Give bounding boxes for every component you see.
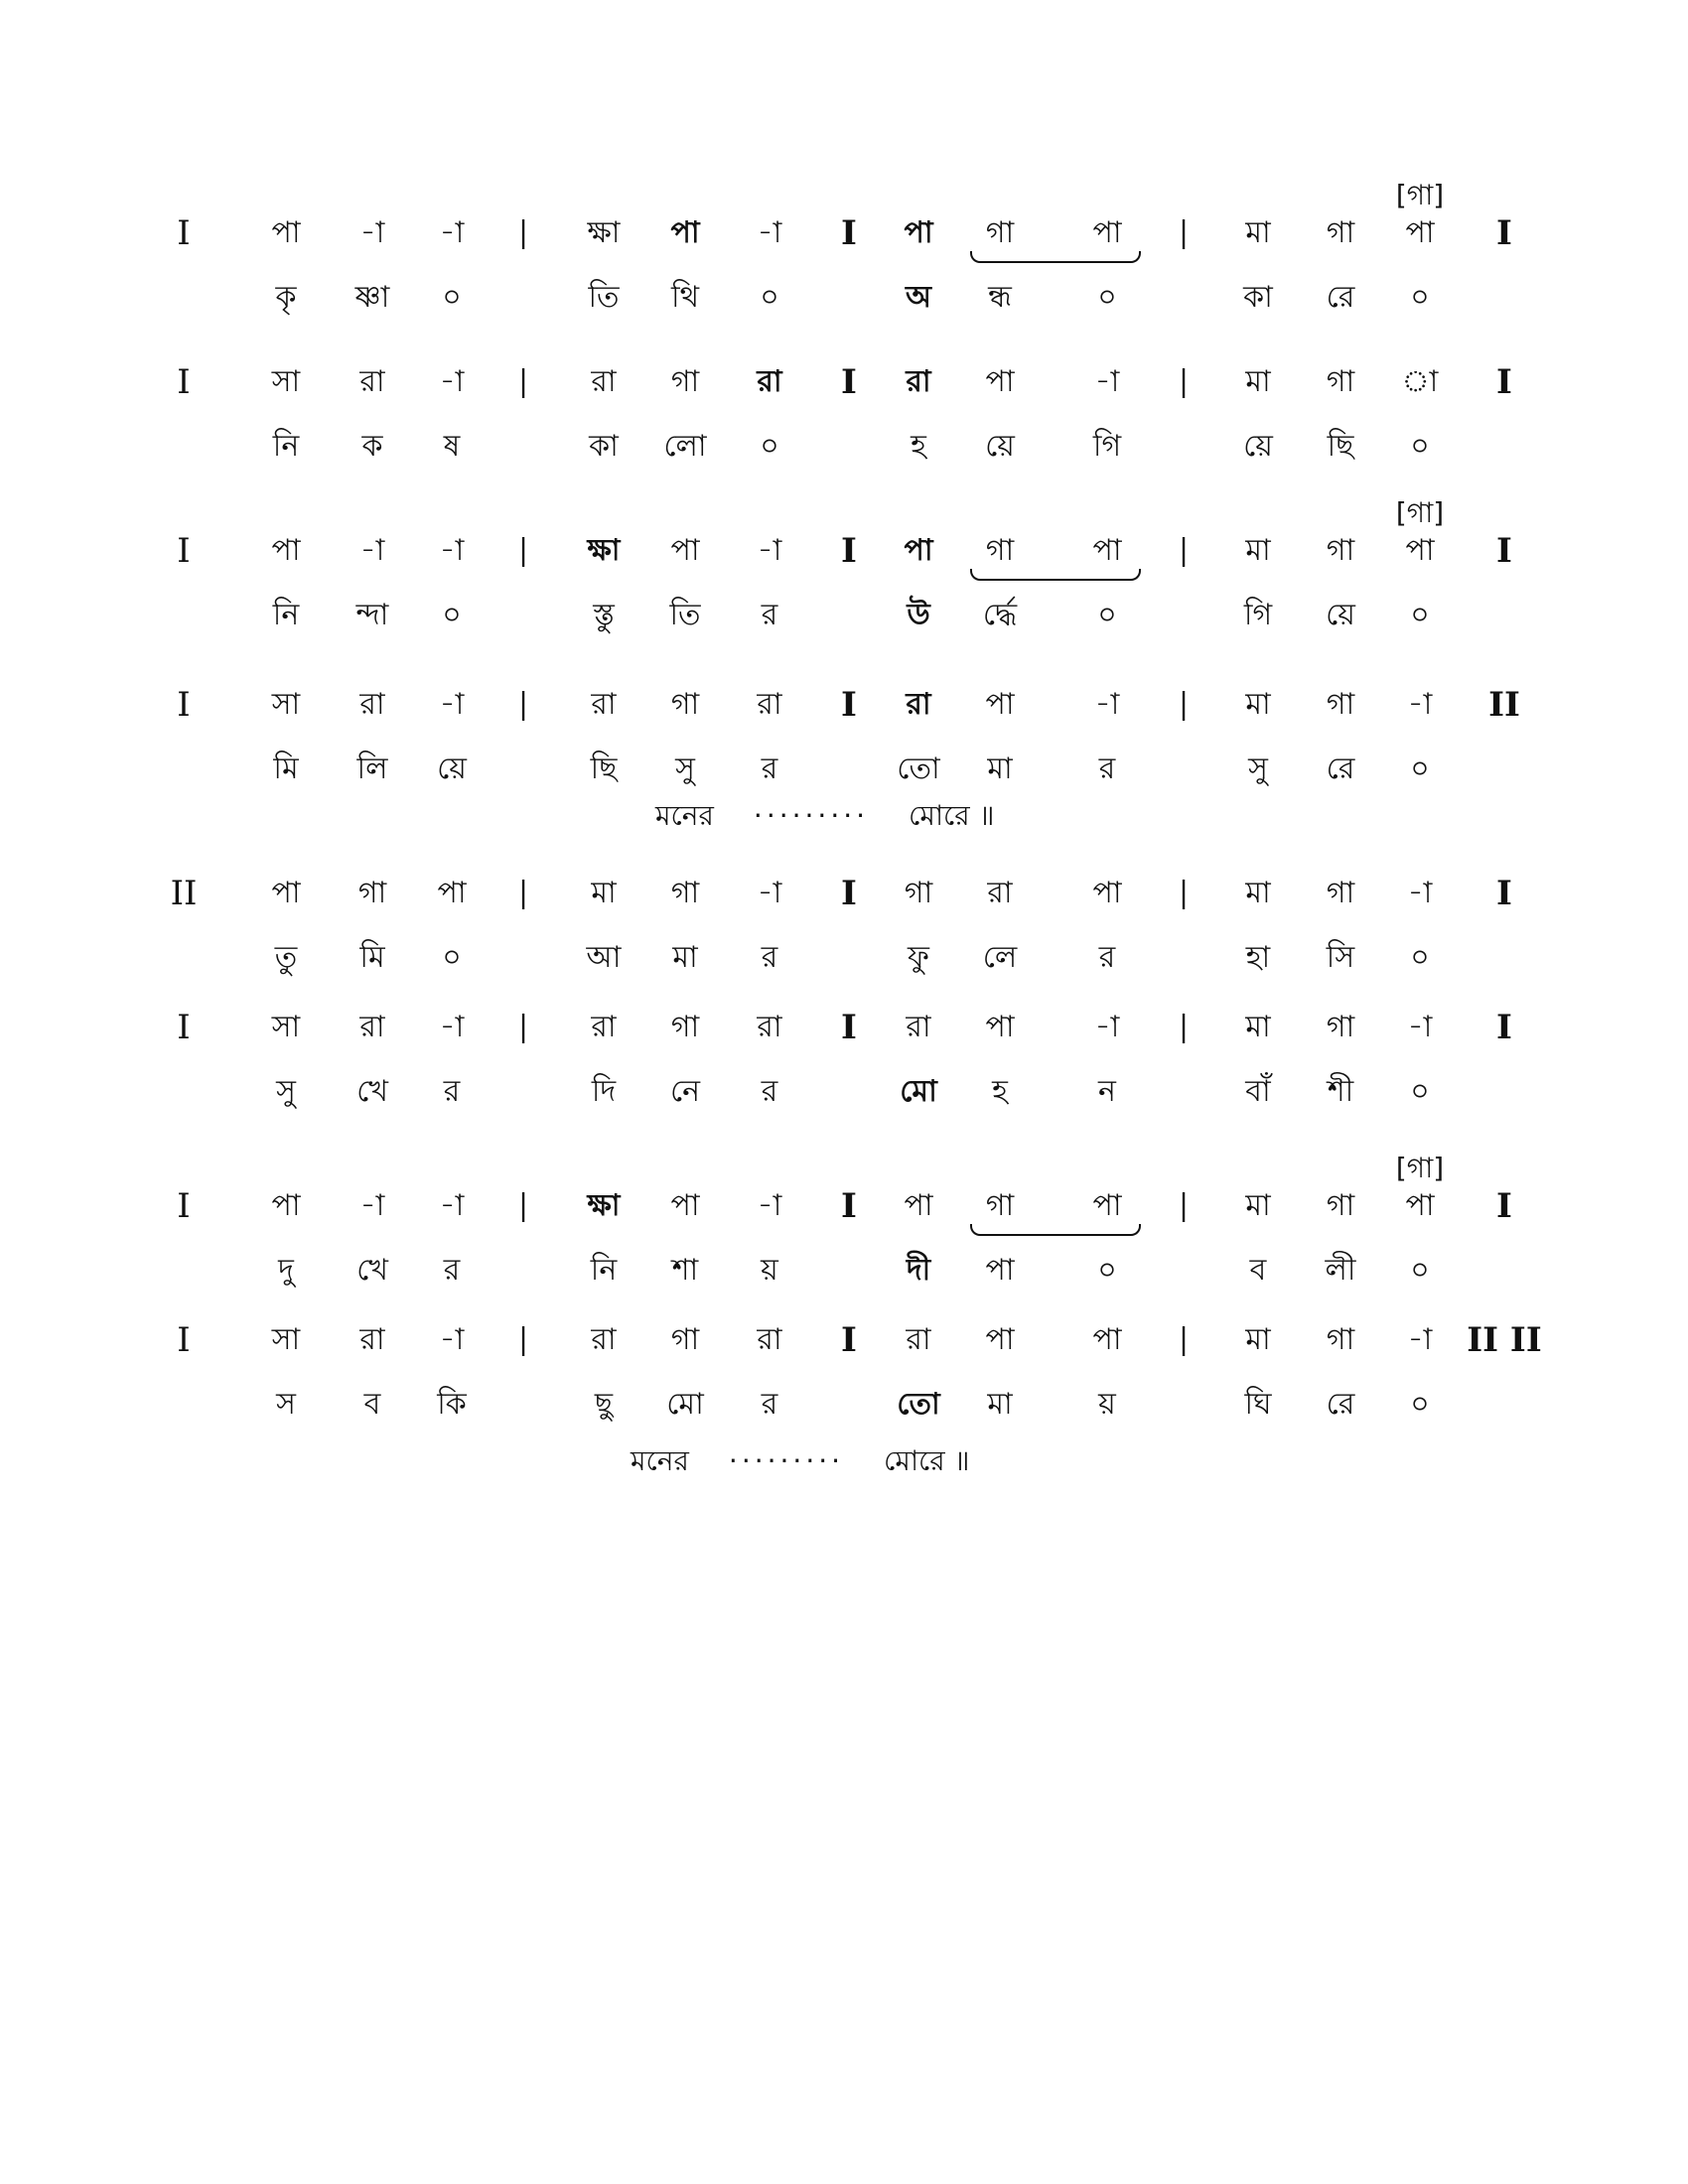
lyric-syllable: ০ bbox=[760, 280, 779, 315]
swara-note: গা bbox=[1326, 1188, 1355, 1223]
barline: | bbox=[517, 1322, 529, 1357]
lyric-syllable: ন্দা bbox=[355, 598, 389, 632]
lyric-syllable: মি bbox=[359, 940, 385, 975]
lyric-syllable: উ bbox=[907, 598, 930, 632]
lyric-syllable: ফু bbox=[908, 940, 929, 975]
swara-row bbox=[0, 204, 1688, 263]
swara-note: গা bbox=[670, 687, 700, 722]
swara-note: পা bbox=[904, 215, 933, 250]
lyric-syllable: ক bbox=[361, 429, 383, 464]
bracket-annotation: [গা] bbox=[1395, 496, 1445, 529]
lyric-syllable: নি bbox=[272, 429, 300, 464]
lyric-syllable: পা bbox=[985, 1253, 1015, 1288]
swara-note: -া bbox=[439, 1010, 465, 1044]
end-barline: I bbox=[1496, 362, 1512, 402]
swara-note: রা bbox=[359, 1322, 385, 1357]
swara-note: পা bbox=[1092, 1322, 1122, 1357]
swara-note: পা bbox=[904, 1188, 933, 1223]
bracket-annotation: [গা] bbox=[1395, 179, 1445, 211]
start-barline: I bbox=[177, 1320, 191, 1360]
swara-note: -া bbox=[757, 1188, 782, 1223]
swara-note: রা bbox=[906, 1010, 931, 1044]
barline: | bbox=[1178, 533, 1190, 568]
start-barline: I bbox=[177, 362, 191, 402]
lyric-syllable: ০ bbox=[442, 598, 462, 632]
swara-note: রা bbox=[987, 876, 1013, 910]
lyric-syllable: য়ে bbox=[985, 429, 1015, 464]
lyric-syllable: ০ bbox=[442, 280, 462, 315]
swara-note: পা bbox=[271, 876, 301, 910]
lyric-row bbox=[0, 740, 1688, 799]
lyric-syllable: ০ bbox=[1410, 1253, 1430, 1288]
swara-note: পা bbox=[271, 533, 301, 568]
swara-row bbox=[0, 675, 1688, 735]
barline: | bbox=[517, 1188, 529, 1223]
swara-note: গা bbox=[670, 1010, 700, 1044]
lyric-row bbox=[0, 417, 1688, 477]
lyric-syllable: শা bbox=[671, 1253, 699, 1288]
swara-note: -া bbox=[439, 1322, 465, 1357]
swara-note: পা bbox=[904, 533, 933, 568]
swara-note: পা bbox=[670, 215, 700, 250]
swara-note: মা bbox=[1245, 364, 1271, 399]
swara-note: রা bbox=[359, 687, 385, 722]
lyric-syllable: র bbox=[761, 1074, 778, 1109]
swara-note: পা bbox=[1092, 876, 1122, 910]
swara-note: পা bbox=[1405, 1188, 1435, 1223]
lyric-syllable: ব bbox=[1249, 1253, 1267, 1288]
lyric-syllable: ০ bbox=[1410, 940, 1430, 975]
lyric-syllable: হা bbox=[1245, 940, 1271, 975]
lyric-syllable: মা bbox=[987, 751, 1013, 786]
barline: I bbox=[841, 1008, 857, 1047]
lyric-syllable: নি bbox=[590, 1253, 618, 1288]
end-barline: I bbox=[1496, 1008, 1512, 1047]
lyric-syllable: ছু bbox=[594, 1387, 614, 1422]
lyric-row bbox=[0, 268, 1688, 328]
lyric-syllable: দু bbox=[278, 1253, 294, 1288]
swara-note: পা bbox=[985, 364, 1015, 399]
swara-note: া bbox=[1401, 364, 1439, 399]
swara-note: রা bbox=[906, 687, 931, 722]
lyric-syllable: তি bbox=[669, 598, 701, 632]
lyric-syllable: ০ bbox=[1410, 1387, 1430, 1422]
swara-note: -া bbox=[359, 1188, 385, 1223]
swara-note: রা bbox=[906, 1322, 931, 1357]
start-barline: I bbox=[177, 685, 191, 725]
swara-note: -া bbox=[1407, 687, 1433, 722]
lyric-syllable: য় bbox=[1098, 1387, 1116, 1422]
lyric-syllable: হ bbox=[992, 1074, 1008, 1109]
swara-note: -া bbox=[439, 687, 465, 722]
swara-note: মা bbox=[1245, 1188, 1271, 1223]
barline: I bbox=[841, 213, 857, 253]
refrain-dots: ········· bbox=[728, 1444, 845, 1477]
swara-note: রা bbox=[591, 687, 617, 722]
lyric-syllable: কা bbox=[589, 429, 619, 464]
start-barline: II bbox=[170, 874, 198, 913]
swara-note: গা bbox=[1326, 1010, 1355, 1044]
swara-note: -া bbox=[1094, 364, 1120, 399]
refrain-word: মোরে ॥ bbox=[909, 799, 995, 832]
swara-note: -া bbox=[1407, 1322, 1433, 1357]
lyric-syllable: মো bbox=[900, 1074, 937, 1109]
lyric-syllable: ছি bbox=[590, 751, 618, 786]
lyric-syllable: লে bbox=[982, 940, 1018, 975]
lyric-syllable: কি bbox=[437, 1387, 467, 1422]
lyric-syllable: বাঁ bbox=[1245, 1074, 1271, 1109]
lyric-syllable: য়ে bbox=[1243, 429, 1273, 464]
swara-note: গা bbox=[985, 215, 1015, 250]
lyric-syllable: ব bbox=[363, 1387, 381, 1422]
barline: | bbox=[517, 1010, 529, 1044]
swara-note: পা bbox=[670, 1188, 700, 1223]
swara-note: পা bbox=[985, 1010, 1015, 1044]
swara-note: পা bbox=[985, 687, 1015, 722]
swara-note: মা bbox=[591, 876, 617, 910]
swara-note: পা bbox=[1092, 215, 1122, 250]
lyric-syllable: দী bbox=[906, 1253, 931, 1288]
lyric-syllable: ০ bbox=[760, 429, 779, 464]
swara-note: রা bbox=[906, 364, 931, 399]
swara-note: রা bbox=[359, 364, 385, 399]
swara-note: -া bbox=[757, 876, 782, 910]
swara-note: -া bbox=[359, 215, 385, 250]
swara-note: পা bbox=[271, 1188, 301, 1223]
swara-note: -া bbox=[439, 1188, 465, 1223]
barline: | bbox=[1178, 876, 1190, 910]
lyric-syllable: রে bbox=[1326, 1387, 1355, 1422]
swara-note: রা bbox=[591, 1010, 617, 1044]
lyric-syllable: মো bbox=[666, 1387, 704, 1422]
swara-row bbox=[0, 1176, 1688, 1236]
swara-note: মা bbox=[1245, 1322, 1271, 1357]
lyric-syllable: লী bbox=[1325, 1253, 1356, 1288]
lyric-row bbox=[0, 928, 1688, 988]
swara-note: -া bbox=[1094, 687, 1120, 722]
swara-note: পা bbox=[1405, 533, 1435, 568]
barline: | bbox=[1178, 1322, 1190, 1357]
lyric-syllable: কৃ bbox=[275, 280, 297, 315]
swara-note: গা bbox=[670, 1322, 700, 1357]
end-barline: I bbox=[1496, 213, 1512, 253]
lyric-syllable: ন্ধ bbox=[988, 280, 1012, 315]
swara-note: গা bbox=[1326, 364, 1355, 399]
lyric-syllable: হ bbox=[911, 429, 926, 464]
lyric-syllable: র bbox=[1098, 751, 1116, 786]
swara-note: গা bbox=[1326, 1322, 1355, 1357]
barline: I bbox=[841, 1186, 857, 1226]
end-barline: II bbox=[1488, 685, 1520, 725]
lyric-syllable: র্দ্ধে bbox=[982, 598, 1018, 632]
lyric-syllable: য়ে bbox=[1326, 598, 1355, 632]
lyric-syllable: মা bbox=[672, 940, 698, 975]
lyric-syllable: য় bbox=[761, 1253, 778, 1288]
lyric-syllable: কা bbox=[1243, 280, 1273, 315]
lyric-row bbox=[0, 1375, 1688, 1434]
swara-row bbox=[0, 998, 1688, 1057]
lyric-syllable: ০ bbox=[1410, 280, 1430, 315]
start-barline: I bbox=[177, 1008, 191, 1047]
swara-note: -া bbox=[757, 533, 782, 568]
swara-note: সা bbox=[271, 687, 301, 722]
lyric-syllable: আ bbox=[586, 940, 622, 975]
lyric-syllable: গি bbox=[1243, 598, 1273, 632]
swara-note: গা bbox=[1326, 687, 1355, 722]
lyric-syllable: র bbox=[761, 940, 778, 975]
swara-note: সা bbox=[271, 1322, 301, 1357]
lyric-syllable: র bbox=[761, 598, 778, 632]
refrain-word: মনের bbox=[655, 799, 714, 832]
barline: | bbox=[1178, 687, 1190, 722]
swara-note: -া bbox=[757, 215, 782, 250]
swara-note: মা bbox=[1245, 215, 1271, 250]
lyric-syllable: তো bbox=[897, 1387, 940, 1422]
swara-note: গা bbox=[670, 364, 700, 399]
lyric-syllable: থি bbox=[670, 280, 699, 315]
lyric-syllable: খে bbox=[356, 1253, 388, 1288]
barline: I bbox=[841, 874, 857, 913]
bracket-annotation: [গা] bbox=[1395, 1152, 1445, 1184]
swara-note: -া bbox=[439, 533, 465, 568]
lyric-syllable: লো bbox=[663, 429, 707, 464]
lyric-row bbox=[0, 586, 1688, 645]
lyric-syllable: লি bbox=[356, 751, 388, 786]
swara-note: রা bbox=[757, 364, 782, 399]
refrain-line bbox=[655, 794, 994, 841]
refrain-word: মোরে ॥ bbox=[884, 1444, 970, 1477]
lyric-syllable: সি bbox=[1326, 940, 1355, 975]
lyric-syllable: অ bbox=[906, 280, 931, 315]
lyric-syllable: ০ bbox=[1410, 598, 1430, 632]
lyric-syllable: য়ে bbox=[437, 751, 467, 786]
swara-note: মা bbox=[1245, 1010, 1271, 1044]
swara-note: -া bbox=[1094, 1010, 1120, 1044]
lyric-syllable: গি bbox=[1092, 429, 1122, 464]
barline: | bbox=[1178, 215, 1190, 250]
swara-note: ক্ষা bbox=[587, 215, 621, 250]
swara-note: রা bbox=[591, 1322, 617, 1357]
swara-note: -া bbox=[439, 364, 465, 399]
barline: | bbox=[1178, 364, 1190, 399]
barline: I bbox=[841, 685, 857, 725]
barline: | bbox=[517, 533, 529, 568]
lyric-syllable: নি bbox=[272, 598, 300, 632]
swara-note: পা bbox=[271, 215, 301, 250]
lyric-syllable: ঘি bbox=[1244, 1387, 1272, 1422]
swara-note: ক্ষা bbox=[587, 1188, 621, 1223]
barline: | bbox=[517, 876, 529, 910]
swara-note: -া bbox=[359, 533, 385, 568]
lyric-syllable: স্তু bbox=[593, 598, 615, 632]
lyric-syllable: র bbox=[443, 1074, 461, 1109]
end-barline: I bbox=[1496, 1186, 1512, 1226]
swara-note: পা bbox=[1092, 533, 1122, 568]
refrain-word: মনের bbox=[631, 1444, 689, 1477]
barline: I bbox=[841, 531, 857, 571]
lyric-syllable: তু bbox=[274, 940, 298, 975]
lyric-syllable: খে bbox=[356, 1074, 388, 1109]
lyric-syllable: রে bbox=[1326, 280, 1355, 315]
start-barline: I bbox=[177, 213, 191, 253]
refrain-dots: ········· bbox=[753, 799, 870, 832]
lyric-row bbox=[0, 1241, 1688, 1300]
barline: I bbox=[841, 362, 857, 402]
lyric-syllable: ০ bbox=[1097, 598, 1117, 632]
lyric-syllable: ষ্ণা bbox=[354, 280, 390, 315]
start-barline: I bbox=[177, 1186, 191, 1226]
barline: | bbox=[1178, 1010, 1190, 1044]
swara-note: মা bbox=[1245, 533, 1271, 568]
swara-note: পা bbox=[670, 533, 700, 568]
refrain-line bbox=[631, 1439, 969, 1486]
lyric-syllable: সু bbox=[675, 751, 695, 786]
swara-note: গা bbox=[904, 876, 933, 910]
swara-row bbox=[0, 521, 1688, 581]
swara-note: মা bbox=[1245, 876, 1271, 910]
swara-note: ক্ষা bbox=[587, 533, 621, 568]
lyric-syllable: ০ bbox=[1410, 1074, 1430, 1109]
swara-note: গা bbox=[357, 876, 387, 910]
end-barline: I bbox=[1496, 874, 1512, 913]
lyric-syllable: তি bbox=[588, 280, 620, 315]
barline: | bbox=[517, 364, 529, 399]
swara-note: গা bbox=[670, 876, 700, 910]
swara-note: রা bbox=[757, 687, 782, 722]
lyric-syllable: স bbox=[276, 1387, 296, 1422]
lyric-syllable: র bbox=[761, 1387, 778, 1422]
lyric-row bbox=[0, 1062, 1688, 1122]
lyric-syllable: ০ bbox=[1410, 751, 1430, 786]
barline: | bbox=[517, 687, 529, 722]
lyric-syllable: র bbox=[443, 1253, 461, 1288]
end-barline: II II bbox=[1467, 1320, 1542, 1360]
lyric-syllable: ন bbox=[1098, 1074, 1116, 1109]
lyric-syllable: র bbox=[761, 751, 778, 786]
lyric-syllable: ছি bbox=[1327, 429, 1354, 464]
swara-note: রা bbox=[757, 1322, 782, 1357]
lyric-syllable: দি bbox=[591, 1074, 617, 1109]
lyric-syllable: ০ bbox=[1410, 429, 1430, 464]
swara-note: রা bbox=[359, 1010, 385, 1044]
swara-note: পা bbox=[985, 1322, 1015, 1357]
lyric-syllable: সু bbox=[276, 1074, 296, 1109]
lyric-syllable: শী bbox=[1327, 1074, 1354, 1109]
swara-row bbox=[0, 864, 1688, 923]
swara-note: -া bbox=[439, 215, 465, 250]
swara-note: গা bbox=[985, 533, 1015, 568]
lyric-syllable: ০ bbox=[1097, 1253, 1117, 1288]
swara-note: রা bbox=[757, 1010, 782, 1044]
swara-note: গা bbox=[1326, 876, 1355, 910]
swara-note: গা bbox=[985, 1188, 1015, 1223]
lyric-syllable: ০ bbox=[442, 940, 462, 975]
end-barline: I bbox=[1496, 531, 1512, 571]
swara-note: রা bbox=[591, 364, 617, 399]
barline: | bbox=[517, 215, 529, 250]
start-barline: I bbox=[177, 531, 191, 571]
swara-note: গা bbox=[1326, 215, 1355, 250]
swara-note: -া bbox=[1407, 876, 1433, 910]
swara-note: গা bbox=[1326, 533, 1355, 568]
lyric-syllable: তো bbox=[897, 751, 940, 786]
swara-note: মা bbox=[1245, 687, 1271, 722]
lyric-syllable: নে bbox=[669, 1074, 701, 1109]
swara-note: -া bbox=[1407, 1010, 1433, 1044]
swara-note: সা bbox=[271, 364, 301, 399]
swara-row bbox=[0, 1310, 1688, 1370]
swara-row bbox=[0, 352, 1688, 412]
lyric-syllable: র bbox=[1098, 940, 1116, 975]
swara-note: পা bbox=[437, 876, 467, 910]
swara-note: পা bbox=[1405, 215, 1435, 250]
lyric-syllable: সু bbox=[1248, 751, 1268, 786]
swara-note: সা bbox=[271, 1010, 301, 1044]
lyric-syllable: ষ bbox=[443, 429, 461, 464]
lyric-syllable: রে bbox=[1326, 751, 1355, 786]
barline: | bbox=[1178, 1188, 1190, 1223]
swara-note: পা bbox=[1092, 1188, 1122, 1223]
barline: I bbox=[841, 1320, 857, 1360]
lyric-syllable: ০ bbox=[1097, 280, 1117, 315]
lyric-syllable: মা bbox=[987, 1387, 1013, 1422]
lyric-syllable: মি bbox=[273, 751, 299, 786]
